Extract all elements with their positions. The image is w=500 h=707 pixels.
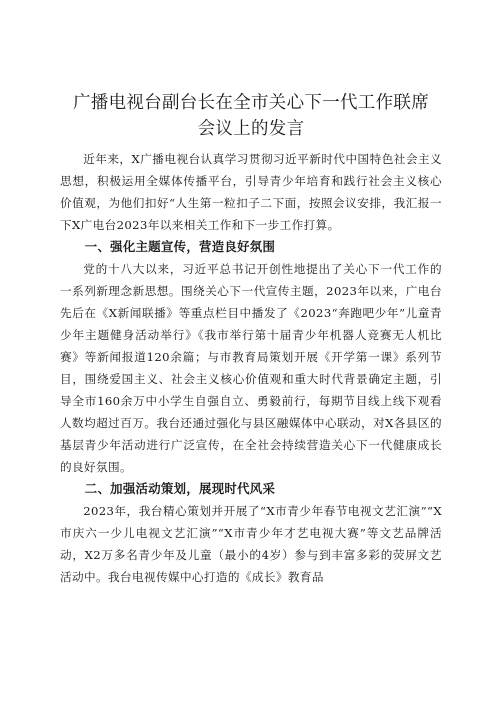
- title-line-2: 会议上的发言: [197, 119, 305, 139]
- document-title: [60, 90, 442, 142]
- section-1-paragraph: 党的十八大以来，习近平总书记开创性地提出了关心下一代工作的一系列新理念新思想。围绕关心下一代宣传主题，2023年以来，广电台先后在《X新闻联播》等重点栏目中播发了《2023“奔跑吧少年”儿童青少年主题健身活动举行》《我市举行第十届青少年机器人竞赛无人机比赛》等新闻报道120余篇；与市教育局策划开展《开学第一课》系列节目，围绕爱国主义、社会主义核心价值观和重大时代背景确定主题，引导全市160余万中小学生自强自立、勇毅前行，每期节目线上线下观看人数均超过百万。我台还通过强化与县区融媒体中心联动，对X各县区的基层青少年活动进行广泛宣传，在全社会持续营造关心下一代健康成长的良好氛围。: [60, 262, 442, 474]
- section-1-heading: 一、强化主题宣传，营造良好氛围: [84, 239, 276, 254]
- section-2-heading: 二、加强活动策划，展现时代风采: [84, 481, 276, 496]
- section-2-paragraph: 2023年，我台精心策划并开展了“X市青少年春节电视文艺汇演”“X市庆六一少儿电视文艺汇演”“X市青少年才艺电视大赛”等文艺品牌活动，X2万多名青少年及儿童（最小的4岁）参与到丰富多彩的荧屏文艺活动中。我台电视传媒中心打造的《成长》教育品: [60, 504, 442, 584]
- intro-paragraph: 近年来，X广播电视台认真学习贯彻习近平新时代中国特色社会主义思想，积极运用全媒体传播平台，引导青少年培育和践行社会主义核心价值观，为他们扣好“人生第一粒扣子二下面，按照会议安排，我汇报一下X广电台2023年以来相关工作和下一步工作打算。: [60, 152, 442, 232]
- title-line-1: 广播电视台副台长在全市关心下一代工作联席: [73, 93, 429, 113]
